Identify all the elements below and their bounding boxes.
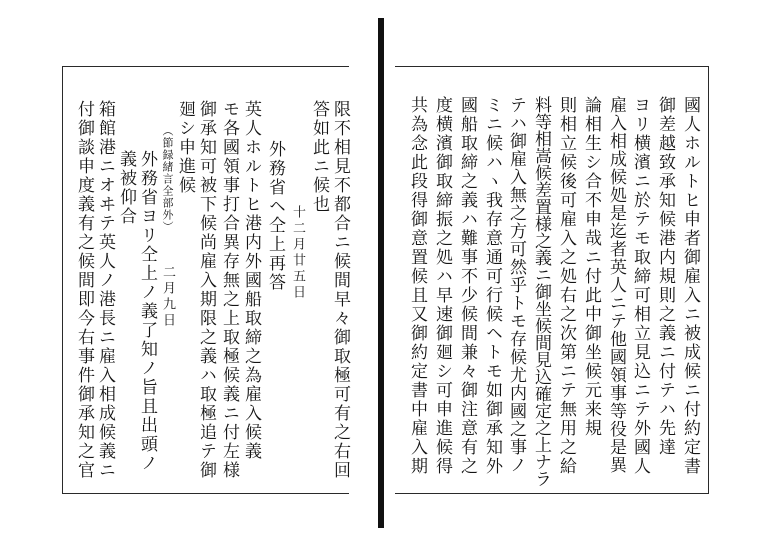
editorial-note: （節録緒言全部外） <box>161 125 174 233</box>
text-column: 御承知可被下候尚雇入期限之義ハ取極追テ御 <box>196 100 216 480</box>
text-column: モ各國領事打合異存無之上取極候義ニ付左様 <box>219 100 239 480</box>
text-column: 料等相嵩候差置様之義ニ御坐候間見込確定之上ナラ <box>531 96 551 487</box>
text-column: 答如此ニ候也 <box>309 100 329 214</box>
right-page <box>388 0 768 544</box>
text-column: 御差越致承知候港内規則之義ニ付テハ先達 <box>655 96 675 457</box>
text-column: 英人ホルトヒ港内外國船取締之為雇入候義 <box>241 100 261 461</box>
text-column: 雇入相成候処是迄者英人ニテ他國領事等役是異 <box>606 96 626 474</box>
text-column: 付御談申度義有之候間即今右事件御承知之官 <box>74 100 94 480</box>
text-column: 限不相見不都合ニ候間早々御取極可有之右回 <box>330 100 350 480</box>
text-column: 國人ホルトヒ申者御雇入ニ被成候ニ付約定書 <box>680 96 700 476</box>
text-column: 論相生シ合不申哉ニ付此中御坐候元来規 <box>581 96 601 438</box>
text-column: 廻シ申進候 <box>175 100 195 195</box>
date-line: 二月九日 <box>160 265 175 329</box>
text-column: 共為念此段得御意置候且又御約定書中雇入期 <box>407 96 427 476</box>
text-column: ミニ候ハヽ我存意通可行候ヘトモ如御承知外 <box>482 96 502 476</box>
text-column: 則相立候後可雇入之処右之次第ニテ無用之給 <box>556 96 576 476</box>
section-heading: 外務省ヨリ仝上ノ義了知ノ旨且出頭ノ <box>137 150 157 473</box>
text-column: ヨリ横濱ニ於テモ取締可相立見込ニテ外國人 <box>630 96 650 476</box>
text-column: テハ御雇入無之方可然乎トモ存候尤内國之事ノ <box>506 96 526 474</box>
section-heading: 外務省ヘ仝上再答 <box>265 140 285 292</box>
text-column: 國船取締之義ハ難事不少候間兼々御注意有之 <box>457 96 477 476</box>
text-column: 度横濱御取締振之処ハ早速御廻シ可申進候得 <box>432 96 452 476</box>
left-page <box>0 0 376 544</box>
book-spine-divider <box>378 18 384 528</box>
text-column: 箱館港ニオヰテ英人ノ港長ニ雇入相成候義ニ <box>95 100 115 480</box>
date-line: 十二月廿五日 <box>290 205 305 301</box>
section-heading: 義被仰合 <box>116 150 136 226</box>
